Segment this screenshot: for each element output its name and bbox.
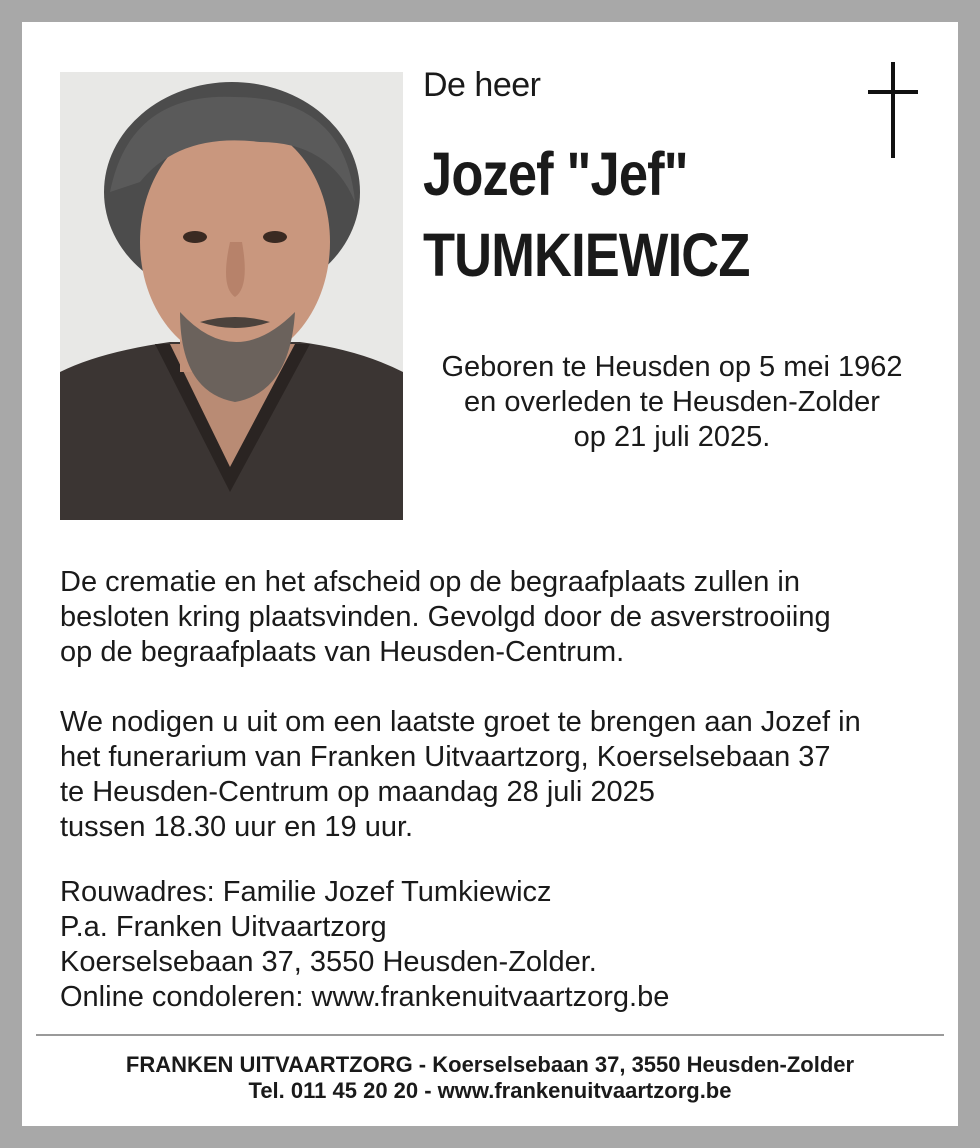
paragraph-line: besloten kring plaatsvinden. Gevolgd door de asverstrooiing: [60, 601, 831, 633]
dates-line: Geboren te Heusden op 5 mei 1962: [441, 351, 903, 383]
paragraph-line: te Heusden-Centrum op maandag 28 juli 2025: [60, 776, 655, 808]
honorific: De heer: [423, 66, 541, 104]
cremation-paragraph: [60, 565, 930, 670]
paragraph-line: De crematie en het afscheid op de begraafplaats zullen in: [60, 566, 800, 598]
address-line: Koerselsebaan 37, 3550 Heusden-Zolder.: [60, 946, 597, 978]
birth-death-dates: [417, 350, 927, 455]
deceased-name: [423, 134, 750, 296]
name-line-1: Jozef "Jef": [423, 140, 688, 208]
dates-line: en overleden te Heusden-Zolder: [464, 386, 880, 418]
footer-address: FRANKEN UITVAARTZORG - Koerselsebaan 37, 3550 Heusden-Zolder: [125, 1052, 855, 1077]
address-line: P.a. Franken Uitvaartzorg: [60, 911, 387, 943]
condolence-link[interactable]: Online condoleren: www.frankenuitvaartzorg.be: [60, 981, 670, 1013]
name-line-2: TUMKIEWICZ: [423, 221, 750, 289]
portrait-illustration: [60, 72, 403, 520]
paragraph-line: We nodigen u uit om een laatste groet te brengen aan Jozef in: [60, 706, 861, 738]
funeral-home-footer: [22, 1052, 958, 1104]
paragraph-line: tussen 18.30 uur en 19 uur.: [60, 811, 414, 843]
portrait-photo: [60, 72, 403, 520]
mourning-address: [60, 875, 930, 1015]
dates-line: op 21 juli 2025.: [573, 421, 771, 453]
obituary-card: [22, 22, 958, 1126]
divider: [36, 1034, 944, 1036]
latin-cross-icon: [864, 60, 924, 160]
address-line: Rouwadres: Familie Jozef Tumkiewicz: [60, 876, 552, 908]
visitation-paragraph: [60, 705, 930, 845]
footer-contact: Tel. 011 45 20 20 - www.frankenuitvaartzorg.be: [248, 1078, 732, 1103]
paragraph-line: op de begraafplaats van Heusden-Centrum.: [60, 636, 625, 668]
paragraph-line: het funerarium van Franken Uitvaartzorg, Koerselsebaan 37: [60, 741, 831, 773]
